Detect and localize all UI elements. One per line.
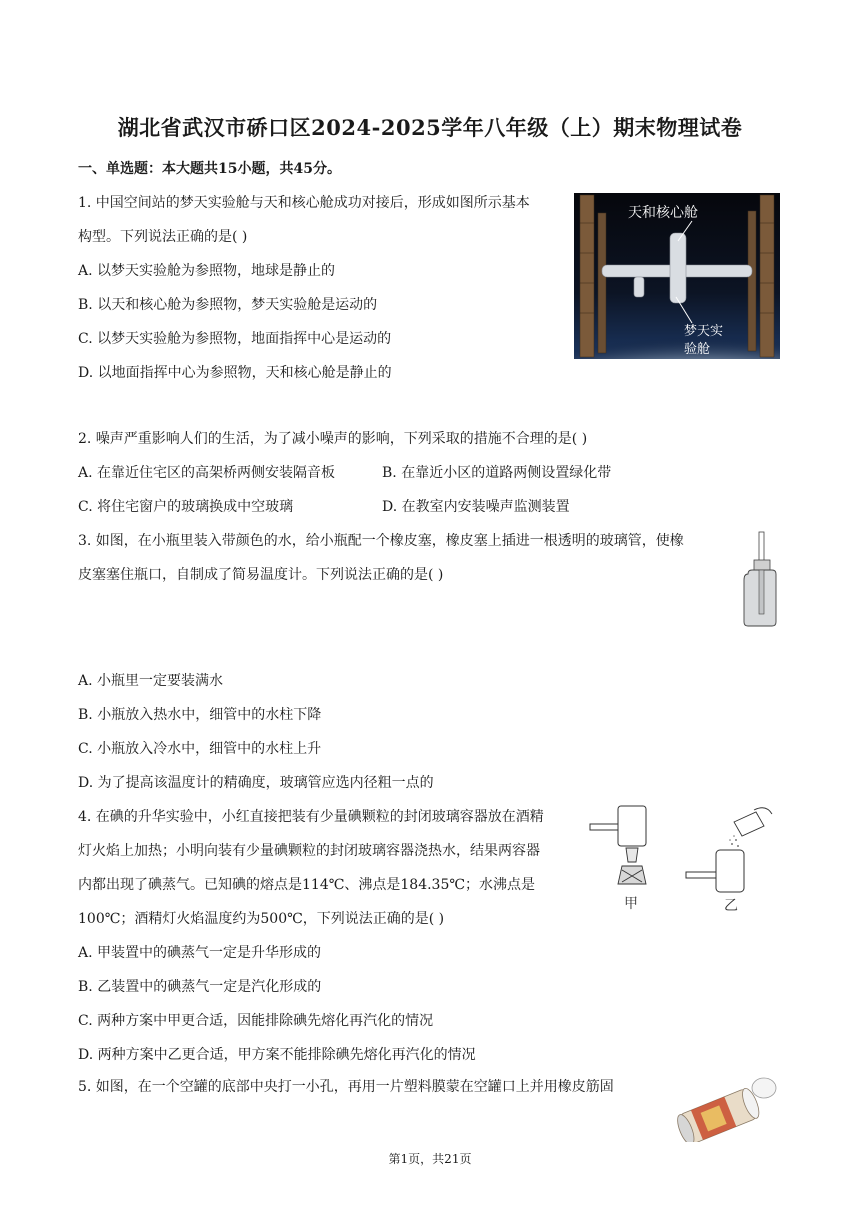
q4-stem-line-1: 4. 在碘的升华实验中，小红直接把装有少量碘颗粒的封闭玻璃容器放在酒精 <box>78 809 544 825</box>
bottle-thermometer-figure <box>740 530 784 628</box>
q4-stem-line-2: 灯火焰上加热；小明向装有少量碘颗粒的封闭玻璃容器浇热水，结果两容器 <box>78 843 540 859</box>
page-footer: 第1页，共21页 <box>388 1152 472 1166</box>
page-title: 湖北省武汉市硚口区2024-2025学年八年级（上）期末物理试卷 <box>117 115 743 140</box>
q3-stem-line-2: 皮塞塞住瓶口，自制成了简易温度计。下列说法正确的是( ) <box>78 567 444 583</box>
section-heading: 一、单选题：本大题共15小题，共45分。 <box>78 161 341 177</box>
q3-option-a: A. 小瓶里一定要装满水 <box>78 673 224 689</box>
fig-label-yi: 乙 <box>724 898 738 914</box>
q2-option-c: C. 将住宅窗户的玻璃换成中空玻璃 <box>78 499 294 515</box>
q4-stem-line-3: 内都出现了碘蒸气。已知碘的熔点是114℃、沸点是184.35℃；水沸点是 <box>78 877 536 893</box>
q4-option-b: B. 乙装置中的碘蒸气一定是汽化形成的 <box>78 979 322 995</box>
fig-label-jia: 甲 <box>624 896 638 912</box>
q4-stem-line-4: 100℃；酒精灯火焰温度约为500℃，下列说法正确的是( ) <box>78 911 445 927</box>
q4-option-a: A. 甲装置中的碘蒸气一定是升华形成的 <box>78 945 322 961</box>
fig-label-mengtian-2: 验舱 <box>684 342 711 357</box>
q2-option-d: D. 在教室内安装噪声监测装置 <box>382 499 570 515</box>
q2-stem: 2. 噪声严重影响人们的生活，为了减小噪声的影响，下列采取的措施不合理的是( ) <box>78 431 588 447</box>
q1-stem-line-1: 1. 中国空间站的梦天实验舱与天和核心舱成功对接后，形成如图所示基本 <box>78 195 530 211</box>
q3-option-d: D. 为了提高该温度计的精确度，玻璃管应选内径粗一点的 <box>78 775 434 791</box>
q2-option-a: A. 在靠近住宅区的高架桥两侧安装隔音板 <box>78 465 336 481</box>
q3-option-c: C. 小瓶放入冷水中，细管中的水柱上升 <box>78 741 322 757</box>
q4-option-d: D. 两种方案中乙更合适，甲方案不能排除碘先熔化再汽化的情况 <box>78 1047 476 1063</box>
q5-stem-line-1: 5. 如图，在一个空罐的底部中央打一小孔，再用一片塑料膜蒙在空罐口上并用橡皮筋固 <box>78 1079 614 1095</box>
q2-option-b: B. 在靠近小区的道路两侧设置绿化带 <box>382 465 612 481</box>
space-station-image <box>574 193 780 359</box>
q1-option-c: C. 以梦天实验舱为参照物，地面指挥中心是运动的 <box>78 331 392 347</box>
fig-label-mengtian-1: 梦天实 <box>684 324 724 339</box>
q1-stem-line-2: 构型。下列说法正确的是( ) <box>78 229 248 245</box>
q1-option-a: A. 以梦天实验舱为参照物，地球是静止的 <box>78 263 336 279</box>
q3-stem-line-1: 3. 如图，在小瓶里装入带颜色的水，给小瓶配一个橡皮塞，橡皮塞上插进一根透明的玻璃管，使橡 <box>78 533 684 549</box>
q1-option-d: D. 以地面指挥中心为参照物，天和核心舱是静止的 <box>78 365 392 381</box>
iodine-sublimation-figure <box>586 800 780 918</box>
q4-option-c: C. 两种方案中甲更合适，因能排除碘先熔化再汽化的情况 <box>78 1013 434 1029</box>
can-figure <box>668 1072 780 1142</box>
q3-option-b: B. 小瓶放入热水中，细管中的水柱下降 <box>78 707 322 723</box>
fig-label-tianhe: 天和核心舱 <box>628 205 698 221</box>
q1-option-b: B. 以天和核心舱为参照物，梦天实验舱是运动的 <box>78 297 378 313</box>
